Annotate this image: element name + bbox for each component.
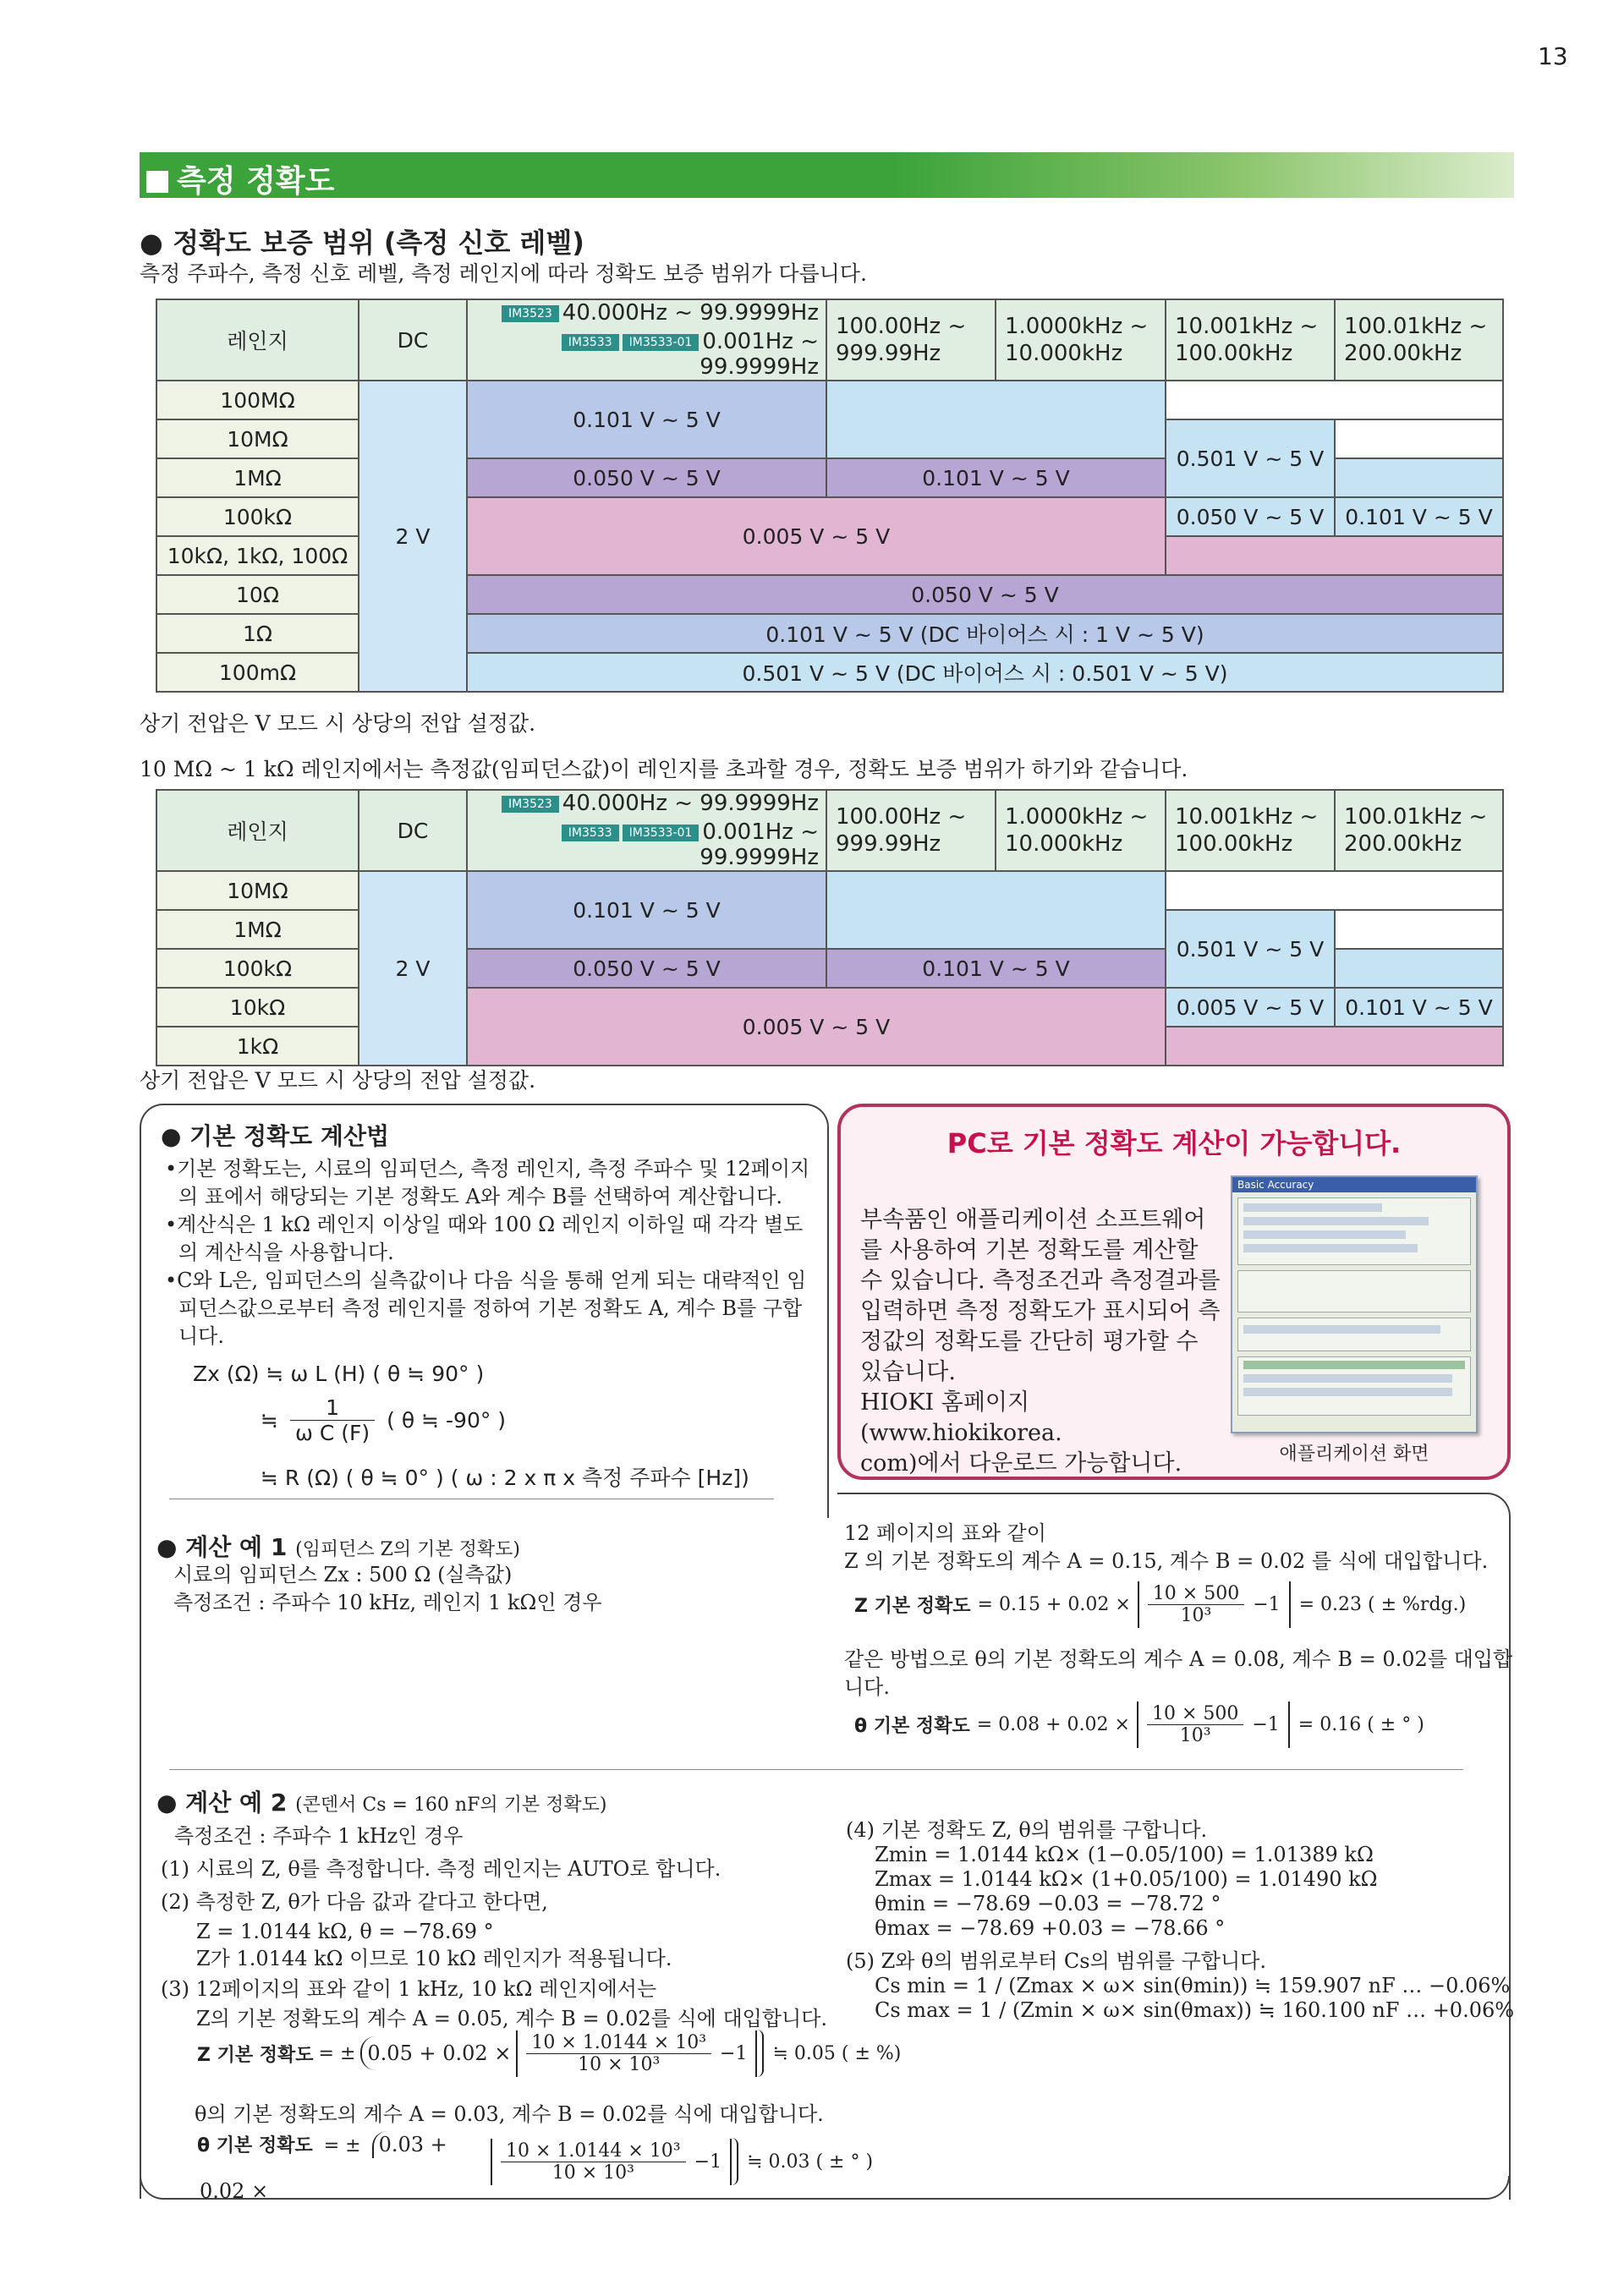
freq-label: 100.01kHz ~: [1344, 314, 1488, 339]
step-line: Z = 1.0144 kΩ, θ = −78.69 °: [196, 1920, 494, 1943]
voltage-cell: 0.101 V ~ 5 V: [826, 949, 1166, 988]
app-panel: [1237, 1270, 1471, 1312]
range-cell: 10MΩ: [156, 871, 359, 910]
range-cell: 100MΩ: [156, 381, 359, 419]
range-line: Zmin = 1.0144 kΩ× (1−0.05/100) = 1.01389 kΩ: [875, 1843, 1374, 1866]
range-cell: 1MΩ: [156, 910, 359, 949]
pc-text-line: HIOKI 홈페이지(www.hiokikorea.: [860, 1389, 1062, 1446]
formula-prefix: = 0.08 + 0.02 ×: [976, 1714, 1130, 1735]
freq-label: 999.99Hz: [836, 831, 941, 857]
denominator: 10 × 10³: [578, 2053, 661, 2075]
pc-text-line: 수 있습니다. 측정조건과 측정결과를: [860, 1268, 1221, 1294]
voltage-cell: 0.005 V ~ 5 V: [1166, 988, 1335, 1027]
pc-text-line: 입력하면 측정 정확도가 표시되어 측: [860, 1298, 1221, 1324]
range-cell: 10kΩ: [156, 988, 359, 1027]
voltage-cell: 0.501 V ~ 5 V (DC 바이어스 시 : 0.501 V ~ 5 V): [467, 653, 1503, 692]
text-line: Z 의 기본 정확도의 계수 A = 0.15, 계수 B = 0.02 를 식에 대입합니다.: [844, 1549, 1489, 1573]
step-line: (2) 측정한 Z, θ가 다음 값과 같다고 한다면,: [161, 1890, 548, 1914]
abs-bars: [1138, 1581, 1291, 1628]
fraction: [501, 2140, 686, 2184]
square-bullet-icon: [146, 171, 168, 193]
formula-prefix: = ±: [318, 2042, 356, 2064]
table1-note: 상기 전압은 V 모드 시 상당의 전압 설정값.: [140, 711, 536, 736]
range-cell: 1kΩ: [156, 1027, 359, 1066]
pc-text-line: 정값의 정확도를 간단히 평가할 수: [860, 1329, 1199, 1355]
freq-label: 1.0000kHz ~: [1005, 314, 1149, 339]
header-freq4: [1166, 790, 1335, 871]
range-line: Cs max = 1 / (Zmin × ω× sin(θmax)) ≒ 160.100 nF … +0.06%: [875, 1998, 1515, 2022]
bullet-line: 의 계산식을 사용합니다.: [178, 1241, 394, 1264]
paren-close: [732, 2138, 738, 2185]
numerator: 1: [290, 1395, 375, 1421]
approx-sign: ≒: [261, 1408, 278, 1433]
numerator: 10 × 1.0144 × 10³: [526, 2032, 711, 2054]
range-line: (4) 기본 정확도 Z, θ의 범위를 구합니다.: [846, 1818, 1208, 1842]
formula-label: θ 기본 정확도: [197, 2135, 313, 2156]
example1-heading-main: ● 계산 예 1: [156, 1533, 288, 1561]
example2-theta-inner: 0.02 ×: [200, 2179, 269, 2203]
header-freq3: [996, 790, 1166, 871]
range-cell: 100mΩ: [156, 653, 359, 692]
table2-intro: 10 MΩ ~ 1 kΩ 레인지에서는 측정값(임피던스값)이 레인지를 초과할 경우, 정확도 보증 범위가 하기와 같습니다.: [140, 757, 1188, 781]
example2-theta-text: θ의 기본 정확도의 계수 A = 0.03, 계수 B = 0.02를 식에 대입합니다.: [195, 2102, 824, 2126]
example2-heading: [156, 1784, 606, 1818]
formula-label: Z 기본 정확도: [854, 1596, 971, 1617]
minus-one: −1: [1252, 1714, 1280, 1735]
text-line: 같은 방법으로 θ의 기본 정확도의 계수 A = 0.08, 계수 B = 0.02를 대입합: [844, 1647, 1513, 1671]
voltage-cell: 0.101 V ~ 5 V: [467, 871, 826, 949]
example2-ranges: [846, 1818, 1514, 2023]
pc-text-line: 부속품인 애플리케이션 소프트웨어: [860, 1207, 1206, 1233]
range-line: Zmax = 1.0144 kΩ× (1+0.05/100) = 1.01490 kΩ: [875, 1867, 1378, 1891]
step-line: Z가 1.0144 kΩ 이므로 10 kΩ 레인지가 적용됩니다.: [196, 1947, 672, 1970]
range-cell: 1Ω: [156, 614, 359, 653]
pc-calc-text: [860, 1205, 1224, 1479]
denominator: 10³: [1179, 1725, 1211, 1746]
abs-bars: [491, 2139, 732, 2185]
bullet-line: •기본 정확도는, 시료의 임피던스, 측정 레인지, 측정 주파수 및 12페이지: [165, 1157, 810, 1181]
app-field: [1243, 1203, 1382, 1212]
voltage-cell: 0.501 V ~ 5 V: [1166, 910, 1335, 988]
fraction: [526, 2032, 711, 2075]
accuracy-table-2: [156, 789, 1504, 1066]
bullet-line: 니다.: [178, 1324, 224, 1348]
app-field: [1243, 1388, 1452, 1396]
condition-line: 시료의 임피던스 Zx : 500 Ω (실측값): [173, 1563, 513, 1586]
header-range: 레인지: [156, 790, 359, 871]
denominator: ω C (F): [294, 1421, 370, 1445]
range-cell: 10kΩ, 1kΩ, 100Ω: [156, 536, 359, 575]
freq-label: 100.00kHz: [1175, 831, 1293, 857]
model-tag: IM3533-01: [623, 334, 700, 351]
freq-label: 200.00kHz: [1344, 341, 1462, 366]
formula-note: ( θ ≒ -90° ): [387, 1408, 507, 1433]
freq-label: 10.000kHz: [1005, 831, 1123, 857]
denominator: 10 × 10³: [551, 2162, 634, 2184]
basic-bullets: [165, 1155, 816, 1351]
formula-prefix: = ±: [323, 2135, 361, 2156]
condition-line: 측정조건 : 주파수 10 kHz, 레인지 1 kΩ인 경우: [173, 1591, 602, 1614]
example1-z-formula: [854, 1581, 1466, 1628]
freq-label: 200.00kHz: [1344, 831, 1462, 857]
denominator: 10³: [1180, 1605, 1212, 1626]
voltage-cell: 0.501 V ~ 5 V: [1166, 419, 1335, 497]
text-line: 12 페이지의 표와 같이: [844, 1521, 1046, 1545]
range-line: θmax = −78.69 +0.03 = −78.66 °: [875, 1916, 1226, 1940]
header-freq2: [826, 790, 996, 871]
example2-heading-main: ● 계산 예 2: [156, 1789, 288, 1817]
example2-heading-sub: (콘덴서 Cs = 160 nF의 기본 정확도): [295, 1795, 607, 1816]
step-line: (3) 12페이지의 표와 같이 1 kHz, 10 kΩ 레인지에서는: [161, 1977, 657, 2001]
formula-inductive: Zx (Ω) ≒ ω L (H) ( θ ≒ 90° ): [193, 1362, 485, 1386]
example1-conditions: [173, 1561, 602, 1617]
example1-heading: [156, 1529, 520, 1563]
freq-label: 10.001kHz ~: [1175, 804, 1319, 830]
range-line: θmin = −78.69 −0.03 = −78.72 °: [875, 1892, 1221, 1915]
fraction: [290, 1395, 375, 1445]
model-tag: IM3533: [562, 825, 619, 841]
app-panel: [1237, 1356, 1471, 1416]
header-freq4: [1166, 299, 1335, 381]
numerator: 10 × 500: [1147, 1703, 1243, 1725]
numerator: 10 × 1.0144 × 10³: [501, 2140, 686, 2162]
voltage-cell: 0.050 V ~ 5 V: [467, 458, 826, 497]
step-line: Z의 기본 정확도의 계수 A = 0.05, 계수 B = 0.02를 식에 대입합니다.: [196, 2007, 828, 2030]
voltage-cell: 0.050 V ~ 5 V: [467, 575, 1503, 614]
bullet-line: •계산식은 1 kΩ 레인지 이상일 때와 100 Ω 레인지 이하일 때 각각 별도: [165, 1213, 804, 1236]
freq-label: 40.000Hz ~ 99.9999Hz: [562, 791, 819, 816]
range-cell: 1MΩ: [156, 458, 359, 497]
example2-steps: [161, 1820, 827, 2031]
abs-bars: [1137, 1701, 1290, 1748]
voltage-cell: 0.005 V ~ 5 V: [467, 497, 1166, 575]
voltage-cell: 0.101 V ~ 5 V: [1335, 497, 1503, 536]
header-freq3: [996, 299, 1166, 381]
example2-theta-formula: [491, 2138, 873, 2185]
freq-label: 10.001kHz ~: [1175, 314, 1319, 339]
voltage-cell: 0.005 V ~ 5 V: [467, 988, 1166, 1066]
header-dc: DC: [359, 299, 467, 381]
bullet-line: 의 표에서 해당되는 기본 정확도 A와 계수 B를 선택하여 계산합니다.: [178, 1185, 783, 1208]
bullet-line: •C와 L은, 임피던스의 실측값이나 다음 식을 통해 얻게 되는 대략적인 임: [165, 1269, 807, 1292]
pc-text-line: 를 사용하여 기본 정확도를 계산할: [860, 1237, 1199, 1263]
basic-heading: ● 기본 정확도 계산법: [161, 1122, 390, 1150]
range-cell: 100kΩ: [156, 949, 359, 988]
model-tag: IM3523: [502, 305, 559, 322]
bullet-line: 피던스값으로부터 측정 레인지를 정하여 기본 정확도 A, 계수 B를 구합: [178, 1296, 803, 1320]
range-cell: 100kΩ: [156, 497, 359, 536]
freq-label: 100.00Hz ~: [836, 314, 967, 339]
dc-cell: 2 V: [359, 381, 467, 692]
app-field: [1243, 1325, 1440, 1334]
model-tag: IM3523: [502, 796, 559, 813]
range-line: (5) Z와 θ의 범위로부터 Cs의 범위를 구합니다.: [846, 1949, 1266, 1973]
freq-label: 999.99Hz: [836, 341, 941, 366]
example1-theta-formula: [854, 1701, 1424, 1748]
numerator: 10 × 500: [1148, 1583, 1244, 1605]
example1-theta-text: [844, 1646, 1512, 1701]
header-freq1: [467, 299, 826, 381]
fraction: [1148, 1583, 1244, 1626]
freq-label: 100.00kHz: [1175, 341, 1293, 366]
paren-close: [757, 2030, 764, 2077]
freq-label: 0.001Hz ~ 99.9999Hz: [700, 819, 819, 870]
example2-z-formula: [197, 2030, 901, 2077]
voltage-cell: 0.101 V ~ 5 V (DC 바이어스 시 : 1 V ~ 5 V): [467, 614, 1503, 653]
voltage-cell: 0.101 V ~ 5 V: [826, 458, 1166, 497]
app-screenshot: [1231, 1175, 1478, 1433]
range-cell: 10Ω: [156, 575, 359, 614]
header-freq5: [1335, 790, 1503, 871]
range-line: Cs min = 1 / (Zmax × ω× sin(θmin)) ≒ 159.907 nF … −0.06%: [875, 1974, 1511, 1997]
step-line: 측정조건 : 주파수 1 kHz인 경우: [174, 1824, 464, 1848]
section-banner: [140, 152, 1514, 198]
example2-theta-label-row: [197, 2131, 453, 2157]
formula-resistive: ≒ R (Ω) ( θ ≒ 0° ) ( ω : 2 x π x 측정 주파수 [Hz]): [261, 1466, 749, 1490]
voltage-cell: 0.050 V ~ 5 V: [1166, 497, 1335, 536]
header-freq5: [1335, 299, 1503, 381]
pc-text-line: 있습니다.: [860, 1359, 956, 1385]
freq-label: 1.0000kHz ~: [1005, 804, 1149, 830]
formula-label: θ 기본 정확도: [854, 1716, 970, 1737]
paren-open: 0.05 + 0.02 ×: [360, 2036, 516, 2070]
app-field: [1243, 1244, 1418, 1252]
range-cell: 10MΩ: [156, 419, 359, 458]
pc-calc-title: PC로 기본 정확도 계산이 가능합니다.: [946, 1127, 1402, 1159]
app-panel: [1237, 1318, 1471, 1351]
app-field: [1243, 1230, 1406, 1239]
paren-open: 0.03 +: [372, 2131, 453, 2158]
minus-one: −1: [694, 2151, 722, 2173]
formula-result: = 0.16 ( ± ° ): [1298, 1714, 1424, 1735]
app-window-title: Basic Accuracy: [1232, 1177, 1476, 1192]
formula-result: ≒ 0.05 ( ± %): [772, 2042, 902, 2064]
table2-note: 상기 전압은 V 모드 시 상당의 전압 설정값.: [140, 1068, 536, 1093]
model-tag: IM3533-01: [623, 825, 700, 841]
formula-label: Z 기본 정확도: [197, 2044, 314, 2066]
guarantee-heading: ● 정확도 보증 범위 (측정 신호 레벨): [140, 227, 584, 259]
guarantee-subtitle: 측정 주파수, 측정 신호 레벨, 측정 레인지에 따라 정확도 보증 범위가 다릅니다.: [140, 261, 867, 286]
header-freq2: [826, 299, 996, 381]
voltage-cell: 0.101 V ~ 5 V: [467, 381, 826, 458]
step-line: (1) 시료의 Z, θ를 측정합니다. 측정 레인지는 AUTO로 합니다.: [161, 1857, 721, 1881]
model-tag: IM3533: [562, 334, 619, 351]
text-line: 니다.: [844, 1675, 890, 1699]
app-panel: [1237, 1197, 1471, 1265]
header-freq1: [467, 790, 826, 871]
accuracy-table-1: [156, 299, 1504, 693]
pc-text-line: com)에서 다운로드 가능합니다.: [860, 1450, 1182, 1477]
fraction: [1147, 1703, 1243, 1746]
example1-heading-sub: (임피던스 Z의 기본 정확도): [295, 1539, 521, 1560]
formula-capacitive: [261, 1395, 506, 1445]
app-screen-caption: 애플리케이션 화면: [1279, 1444, 1429, 1465]
formula-prefix: = 0.15 + 0.02 ×: [977, 1594, 1131, 1615]
minus-one: −1: [720, 2042, 748, 2064]
minus-one: −1: [1253, 1594, 1281, 1615]
abs-bars: [516, 2030, 757, 2077]
header-range: 레인지: [156, 299, 359, 381]
section-title: 측정 정확도: [177, 164, 335, 199]
page-number: 13: [1538, 42, 1568, 70]
freq-label: 100.01kHz ~: [1344, 804, 1488, 830]
freq-label: 0.001Hz ~ 99.9999Hz: [700, 329, 819, 380]
app-field: [1243, 1217, 1429, 1225]
freq-label: 100.00Hz ~: [836, 804, 967, 830]
header-dc: DC: [359, 790, 467, 871]
example-box-left-edge: [140, 1518, 141, 2199]
voltage-cell: 0.050 V ~ 5 V: [467, 949, 826, 988]
formula-result: ≒ 0.03 ( ± ° ): [747, 2151, 874, 2173]
freq-label: 40.000Hz ~ 99.9999Hz: [562, 300, 819, 326]
formula-result: = 0.23 ( ± %rdg.): [1298, 1594, 1467, 1615]
voltage-cell: 0.101 V ~ 5 V: [1335, 988, 1503, 1027]
dc-cell: 2 V: [359, 871, 467, 1066]
app-field: [1243, 1374, 1452, 1383]
example1-text: [844, 1520, 1488, 1575]
app-field: [1243, 1361, 1465, 1369]
divider: [169, 1769, 1463, 1770]
freq-label: 10.000kHz: [1005, 341, 1123, 366]
